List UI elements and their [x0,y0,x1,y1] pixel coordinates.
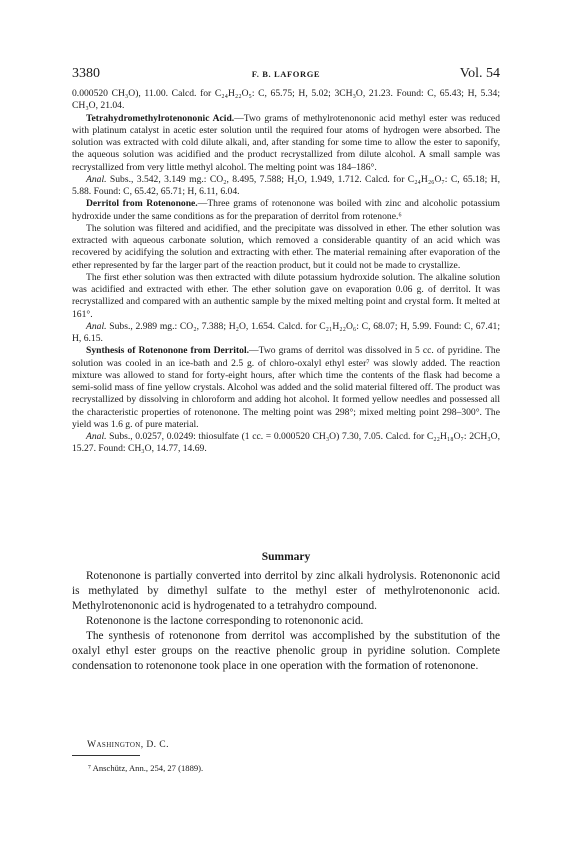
run-in-heading: Tetrahydromethylrotenononic Acid. [86,112,235,124]
analysis-continuation: 0.000520 CH₃O), 11.00. Calcd. for C₂₄H₂₂O₅: C, 65.75; H, 5.02; 3CH₃O, 21.23. Found: C, 65.43; H, 5.34; CH₃O, 21.04. [72,88,500,112]
analysis-text: Subs., 2.989 mg.: CO₂, 7.388; H₂O, 1.654. Calcd. for C₂₁H₂₂O₆: C, 68.07; H, 5.99. Found: C, 67.41; H, 6.15. [72,320,500,344]
paragraph-text: —Two grams of methylrotenononic acid methyl ester was reduced with platinum catalyst in acetic ester solution until the required four atoms of hydrogen were absorbed. The solution was extracted with cold dilute alkali, and, after standing for some time to allow the ester to saponify, the aqueous solution was acidified and the product recrystallized from dilute alcohol. A small sample was recrystallized from very little methyl alcohol. The melting point was 184–186°. [72,112,500,173]
paragraph-synthesis [72,345,500,431]
paragraph-ether: The solution was filtered and acidified, and the precipitate was dissolved in ether. The ether solution was extracted with aqueous carbonate solution, which removed a considerable quantity of an acid which was recovered by acidifying the solution and extracting with ether. The material remaining after evaporation of the ether represented by far the larger part of the reaction product, but it could not be made to crystallize. [72,222,500,271]
running-header [72,66,500,84]
anal-label: Anal. [86,173,107,185]
paragraph-text: —Three grams of rotenonone was boiled with zinc and alcoholic potassium hydroxide under the same conditions as for the preparation of derritol from rotenone.⁶ [72,198,501,222]
summary-paragraph: Rotenonone is partially converted into derritol by zinc alkali hydrolysis. Rotenononic acid is methylated by dimethyl sulfate to the methyl ester of methylrotenononic acid. Methylrotenononic acid is hydrogenated to a tetrahydro compound. [72,570,500,612]
paragraph-derritol [72,198,500,223]
analysis-line [72,174,500,199]
page-number: 3380 [72,66,100,81]
author-location: Washington, D. C. [87,739,169,750]
run-in-heading: Synthesis of Rotenonone from Derritol. [86,345,250,357]
summary-paragraph: Rotenonone is the lactone corresponding to rotenononic acid. [86,615,364,627]
paragraph-first-ether: The first ether solution was then extracted with dilute potassium hydroxide solution. The alkaline solution was acidified and extracted with ether. The ether solution gave on evaporation 0.06 g. of derritol. It was recrystallized and compared with an authentic sample by the mixed melting point and crystal form. It melted at 161°. [72,271,500,320]
article-body [72,88,500,456]
analysis-text: Subs., 0.0257, 0.0249: thiosulfate (1 cc. = 0.000520 CH₃O) 7.30, 7.05. Calcd. for C₂₂H₁₈O₇: 2CH₃O, 15.27. Found: CH₃O, 14.77, 14.69. [72,431,500,455]
analysis-line [72,321,500,346]
paragraph-tetrahydro [72,113,500,174]
summary-heading: Summary [261,551,311,563]
volume-label: Vol. 54 [459,66,500,81]
run-in-heading: Derritol from Rotenonone. [86,198,198,210]
footnote: ⁷ Anschütz, Ann., 254, 27 (1889). [88,763,204,773]
summary-section [72,569,500,674]
paragraph-text: —Two grams of derritol was dissolved in 5 cc. of pyridine. The solution was cooled in an ice-bath and 2.5 g. of chloro-oxalyl ethyl ester⁷ was slowly added. The reaction mixture was allowed to stand for forty-eight hours, after which time the contents of the flask had become a semi-solid mass of fine yellow crystals. Alcohol was added and the solid material filtered off. The product was recrystallized by dissolving in chloroform and adding hot alcohol. It formed yellow needles and possessed all the characteristic properties of rotenonone. The melting point was 298°; mixed melting point 298–300°. The yield was 1.6 g. of pure material. [72,345,500,430]
footnote-divider [72,755,140,756]
analysis-text: Subs., 3.542, 3.149 mg.: CO₂, 8.495, 7.588; H₂O, 1.949, 1.712. Calcd. for C₂₄H₂₆O₇: C, 65.18; H, 5.88. Found: C, 65.42, 65.71; H, 6.11, 6.04. [72,173,500,197]
anal-label: Anal. [86,431,107,442]
analysis-line [72,431,500,456]
summary-paragraph: The synthesis of rotenonone from derritol was accomplished by the substitution of the oxalyl ethyl ester groups on the reactive phenolic group in pyridine solution. Complete condensation to rotenonone took place in one operation with the formation of rotenonone. [72,630,500,672]
running-author: F. B. LAFORGE [251,69,321,79]
anal-label: Anal. [86,320,107,332]
